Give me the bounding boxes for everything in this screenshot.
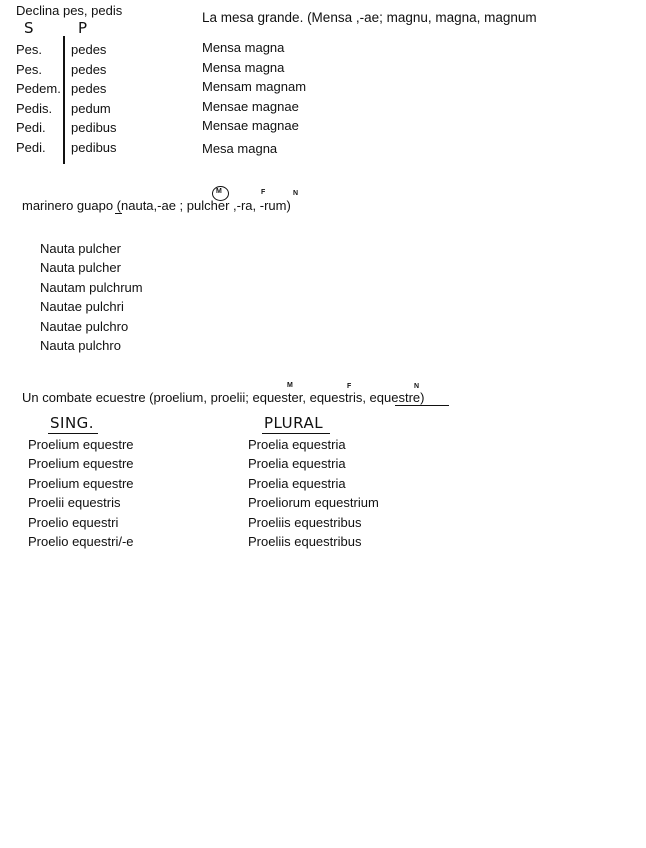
- pes-singular-1: Pes.: [16, 42, 43, 57]
- proelium-plural-1: Proelia equestria: [248, 437, 346, 452]
- proelium-plural-2: Proelia equestria: [248, 456, 346, 471]
- proelium-singular-4: Proelii equestris: [28, 495, 121, 510]
- feminine-note: F: [261, 189, 266, 196]
- proelium-plural-3: Proelia equestria: [248, 476, 346, 491]
- nauta-title: marinero guapo (nauta,-ae ; pulcher ,-ra, -rum): [22, 198, 291, 213]
- nauta-form-6: Nauta pulchro: [40, 338, 121, 353]
- proelium-plural-4: Proeliorum equestrium: [248, 495, 379, 510]
- proelium-singular-2: Proelium equestre: [28, 456, 134, 471]
- proelium-plural-6: Proeliis equestribus: [248, 534, 362, 549]
- nauta-form-3: Nautam pulchrum: [40, 280, 143, 295]
- singular-heading: SING.: [50, 414, 95, 432]
- pes-singular-2: Pes.: [16, 62, 43, 77]
- mensa-form-2: Mensa magna: [202, 60, 285, 75]
- column-p-label: P: [78, 19, 88, 37]
- masculine-note: M: [216, 188, 222, 195]
- mensa-form-1: Mensa magna: [202, 40, 285, 55]
- neuter-note-2: N: [414, 383, 420, 390]
- masculine-note-2: M: [287, 382, 293, 389]
- plural-heading: PLURAL: [264, 414, 324, 432]
- mensa-form-5: Mensae magnae: [202, 118, 299, 133]
- column-s-label: S: [24, 19, 35, 37]
- pes-plural-2: pedes: [71, 62, 107, 77]
- pes-plural-3: pedes: [71, 81, 107, 96]
- pes-title: Declina pes, pedis: [16, 3, 123, 18]
- pes-plural-5: pedibus: [71, 120, 117, 135]
- declension-divider: [63, 36, 65, 164]
- neuter-note: N: [293, 190, 299, 197]
- proelium-singular-1: Proelium equestre: [28, 437, 134, 452]
- pes-singular-4: Pedis.: [16, 101, 53, 116]
- nauta-form-2: Nauta pulcher: [40, 260, 121, 275]
- proelium-title: Un combate ecuestre (proelium, proelii; equester, equestris, equestre): [22, 390, 425, 405]
- mensa-title: La mesa grande. (Mensa ,-ae; magnu, magna, magnum: [202, 10, 537, 25]
- proelium-singular-6: Proelio equestri/-e: [28, 534, 134, 549]
- nauta-form-1: Nauta pulcher: [40, 241, 121, 256]
- pes-plural-6: pedibus: [71, 140, 117, 155]
- pes-singular-5: Pedi.: [16, 120, 46, 135]
- feminine-note-2: F: [347, 383, 352, 390]
- pes-plural-1: pedes: [71, 42, 107, 57]
- singular-heading-underline: [48, 433, 98, 434]
- proelium-plural-5: Proeliis equestribus: [248, 515, 362, 530]
- mensa-form-4: Mensae magnae: [202, 99, 299, 114]
- equestre-underline: [395, 405, 449, 406]
- nauta-form-5: Nautae pulchro: [40, 319, 129, 334]
- proelium-singular-3: Proelium equestre: [28, 476, 134, 491]
- proelium-singular-5: Proelio equestri: [28, 515, 119, 530]
- pes-singular-6: Pedi.: [16, 140, 46, 155]
- guapo-underline: [115, 213, 122, 214]
- mensa-form-6: Mesa magna: [202, 141, 278, 156]
- pes-plural-4: pedum: [71, 101, 111, 116]
- plural-heading-underline: [262, 433, 330, 434]
- pes-singular-3: Pedem.: [16, 81, 61, 96]
- mensa-form-3: Mensam magnam: [202, 79, 307, 94]
- nauta-form-4: Nautae pulchri: [40, 299, 124, 314]
